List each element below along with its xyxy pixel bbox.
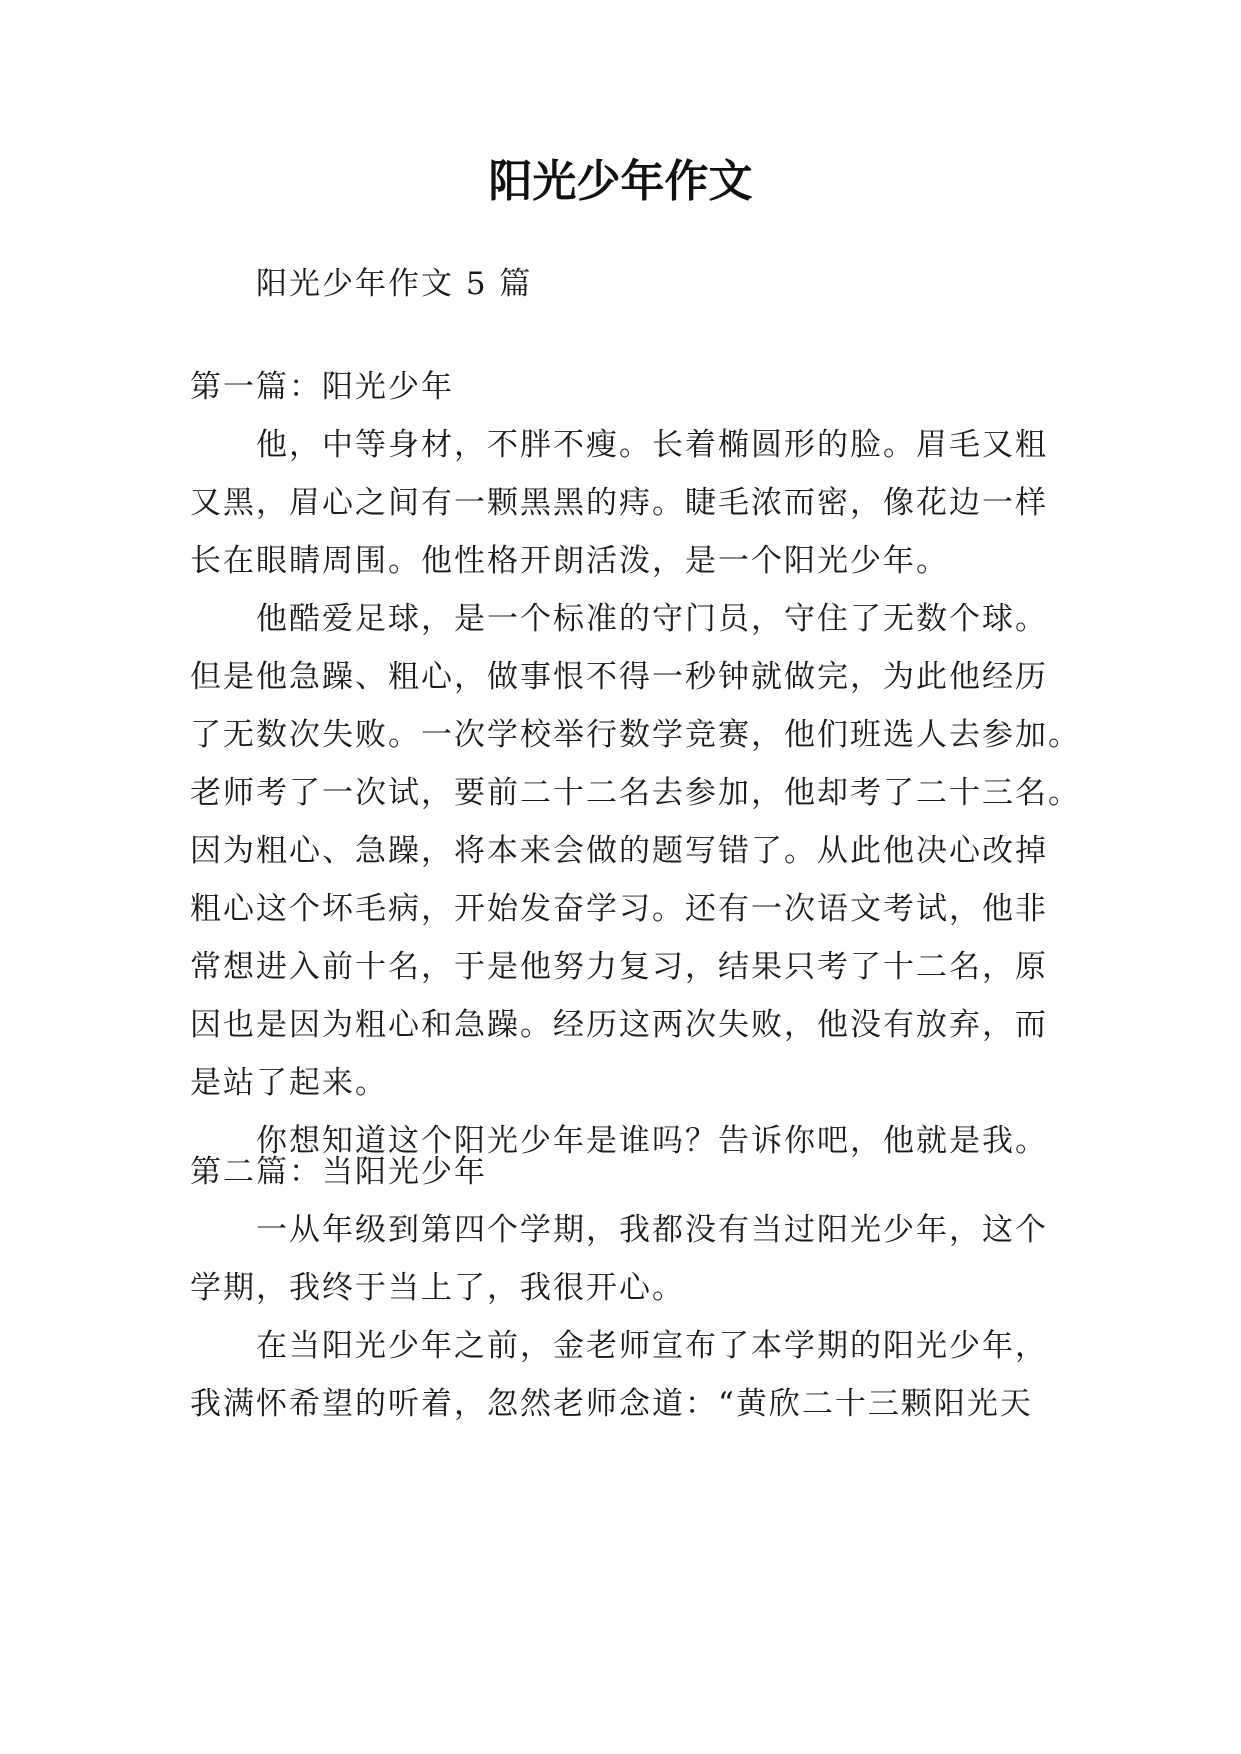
text-line: 但是他急躁、粗心，做事恨不得一秒钟就做完，为此他经历 xyxy=(190,659,1048,695)
text-line: 常想进入前十名，于是他努力复习，结果只考了十二名，原 xyxy=(190,949,1048,985)
paragraph xyxy=(190,416,1050,590)
section-2 xyxy=(190,1143,1050,1433)
paragraph xyxy=(190,1201,1050,1317)
text-line: 学期，我终于当上了，我很开心。 xyxy=(190,1270,685,1306)
text-line: 你想知道这个阳光少年是谁吗？告诉你吧，他就是我。 xyxy=(256,1123,1048,1159)
text-line: 了无数次失败。一次学校举行数学竞赛，他们班选人去参加。 xyxy=(190,717,1081,753)
text-line: 长在眼睛周围。他性格开朗活泼，是一个阳光少年。 xyxy=(190,543,949,579)
paragraph xyxy=(190,1317,1050,1433)
paragraph xyxy=(190,590,1081,1112)
section-heading: 第一篇：阳光少年 xyxy=(190,369,454,405)
text-line: 又黑，眉心之间有一颗黑黑的痔。睫毛浓而密，像花边一样 xyxy=(190,485,1048,521)
subtitle-block xyxy=(190,255,1050,313)
document-title: 阳光少年作文 xyxy=(488,156,753,207)
section-heading: 第二篇：当阳光少年 xyxy=(190,1154,487,1190)
text-line: 他酷爱足球，是一个标准的守门员，守住了无数个球。 xyxy=(256,601,1048,637)
subtitle-line: 阳光少年作文 5 篇 xyxy=(256,266,533,302)
text-line: 老师考了一次试，要前二十二名去参加，他却考了二十三名。 xyxy=(190,775,1081,811)
text-line: 是站了起来。 xyxy=(190,1065,388,1101)
text-line: 因为粗心、急躁，将本来会做的题写错了。从此他决心改掉 xyxy=(190,833,1048,869)
text-line: 粗心这个坏毛病，开始发奋学习。还有一次语文考试，他非 xyxy=(190,891,1048,927)
text-line: 他，中等身材，不胖不瘦。长着椭圆形的脸。眉毛又粗 xyxy=(256,427,1048,463)
text-line: 一从年级到第四个学期，我都没有当过阳光少年，这个 xyxy=(256,1212,1048,1248)
text-line: 我满怀希望的听着，忽然老师念道：“黄欣二十三颗阳光天 xyxy=(190,1386,1033,1422)
text-line: 在当阳光少年之前，金老师宣布了本学期的阳光少年， xyxy=(256,1328,1048,1364)
section-1 xyxy=(190,358,1081,1170)
text-line: 因也是因为粗心和急躁。经历这两次失败，他没有放弃，而 xyxy=(190,1007,1048,1043)
